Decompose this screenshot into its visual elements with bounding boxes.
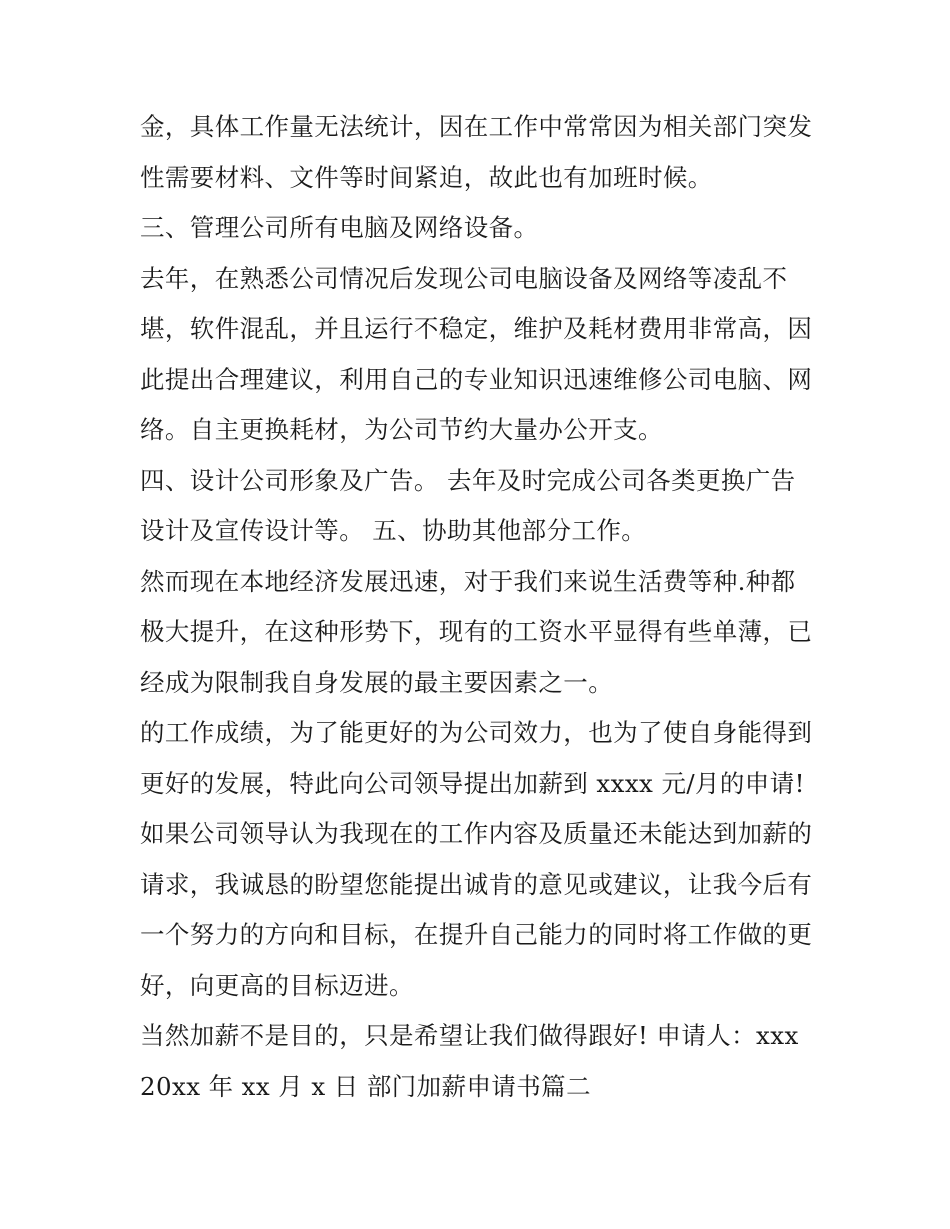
document-body [140,102,820,1112]
text-line: 极大提升，在这种形势下，现有的工资水平显得有些单薄，已 [140,617,813,646]
signature-line: 当然加薪不是目的，只是希望让我们做得跟好! 申请人：xxx [140,1021,799,1050]
text-line: 金，具体工作量无法统计，因在工作中常常因为相关部门突发 [140,112,813,141]
text-line: 如果公司领导认为我现在的工作内容及质量还未能达到加薪的 [140,819,813,848]
text-line: 此提出合理建议，利用自己的专业知识迅速维修公司电脑、网 [140,364,813,394]
text-line: 请求，我诚恳的盼望您能提出诚肯的意见或建议，让我今后有 [140,869,813,899]
text-line: 然而现在本地经济发展迅速，对于我们来说生活费等种.种都 [140,566,796,596]
text-line: 络。自主更换耗材，为公司节约大量办公开支。 [140,415,663,444]
text-line: 的工作成绩，为了能更好的为公司效力，也为了使自身能得到 [140,718,813,747]
date-line: 20xx 年 xx 月 x 日 部门加薪申请书篇二 [140,1071,591,1101]
text-line: 经成为限制我自身发展的最主要因素之一。 [140,667,614,697]
text-line: 性需要材料、文件等时间紧迫，故此也有加班时候。 [140,162,713,192]
text-line: 更好的发展，特此向公司领导提出加薪到 xxxx 元/月的申请! [140,768,805,798]
section-heading: 四、设计公司形象及广告。 去年及时完成公司各类更换广告 [140,465,796,495]
section-heading: 三、管理公司所有电脑及网络设备。 [140,213,539,242]
text-line: 设计及宣传设计等。 五、协助其他部分工作。 [140,516,647,545]
text-line: 堪，软件混乱，并且运行不稳定，维护及耗材费用非常高，因 [140,314,813,343]
text-line: 好，向更高的目标迈进。 [140,970,414,1000]
text-line: 去年，在熟悉公司情况后发现公司电脑设备及网络等凌乱不 [140,263,788,293]
text-line: 一个努力的方向和目标，在提升自己能力的同时将工作做的更 [140,920,813,949]
